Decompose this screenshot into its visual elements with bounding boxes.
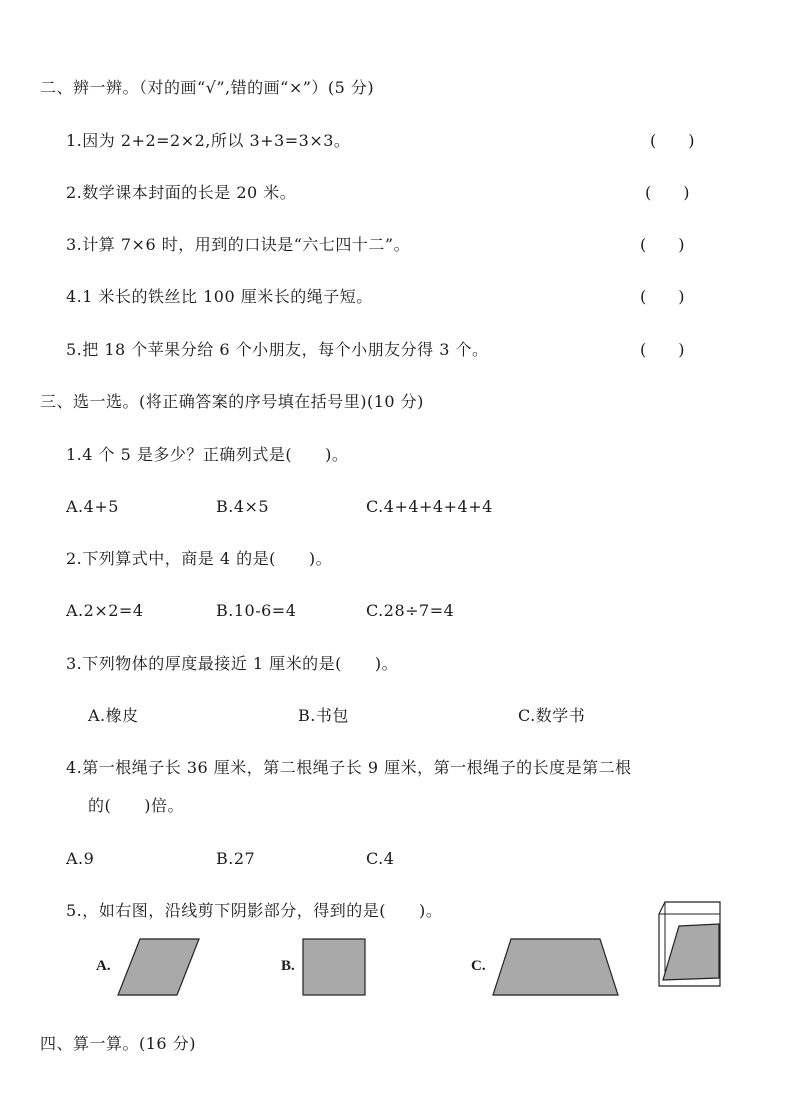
parallelogram-shape[interactable] — [118, 938, 200, 996]
s3-question-3: 3.下列物体的厚度最接近 1 厘米的是( )。 — [66, 654, 399, 673]
s2-question-5: 5.把 18 个苹果分给 6 个小朋友，每个小朋友分得 3 个。 — [66, 340, 489, 359]
s3-q3-option-b[interactable]: B.书包 — [298, 706, 349, 725]
s3-q5-option-a-label[interactable]: A. — [96, 958, 111, 974]
s3-q1-option-b[interactable]: B.4×5 — [216, 497, 270, 516]
s2-answer-blank-4[interactable]: ( ) — [640, 287, 685, 306]
s2-question-1: 1.因为 2+2=2×2,所以 3+3=3×3。 — [66, 131, 351, 150]
s3-q4-option-b[interactable]: B.27 — [216, 849, 256, 868]
s2-question-4: 4.1 米长的铁丝比 100 厘米长的绳子短。 — [66, 287, 373, 306]
trapezoid-shape[interactable] — [493, 938, 619, 996]
section-3-title: 三、选一选。(将正确答案的序号填在括号里)(10 分) — [40, 392, 424, 411]
s3-q5-option-b-label[interactable]: B. — [281, 958, 295, 974]
s3-question-4-line1: 4.第一根绳子长 36 厘米，第二根绳子长 9 厘米，第一根绳子的长度是第二根 — [66, 758, 632, 777]
section-4-title: 四、算一算。(16 分) — [40, 1034, 196, 1053]
s2-answer-blank-2[interactable]: ( ) — [645, 183, 690, 202]
square-shape[interactable] — [302, 938, 366, 996]
s3-q1-option-c[interactable]: C.4+4+4+4+4 — [366, 497, 493, 516]
s3-q1-option-a[interactable]: A.4+5 — [66, 497, 119, 516]
section-2-title: 二、辨一辨。（对的画“√”,错的画“×”）(5 分) — [40, 78, 375, 97]
s3-q5-option-c-label[interactable]: C. — [471, 958, 486, 974]
s3-q4-option-a[interactable]: A.9 — [66, 849, 95, 868]
s3-question-5: 5.，如右图，沿线剪下阴影部分，得到的是( )。 — [66, 901, 443, 920]
s3-question-2: 2.下列算式中，商是 4 的是( )。 — [66, 549, 333, 568]
s3-q3-option-c[interactable]: C.数学书 — [518, 706, 586, 725]
s3-question-4-line2: 的( )倍。 — [88, 796, 184, 815]
s2-answer-blank-3[interactable]: ( ) — [640, 235, 685, 254]
s3-q3-option-a[interactable]: A.橡皮 — [88, 706, 139, 725]
s3-question-1: 1.4 个 5 是多少？正确列式是( )。 — [66, 445, 349, 464]
s3-q2-option-c[interactable]: C.28÷7=4 — [366, 601, 455, 620]
folded-paper-figure — [657, 900, 723, 988]
s3-q2-option-a[interactable]: A.2×2=4 — [66, 601, 144, 620]
s3-q4-option-c[interactable]: C.4 — [366, 849, 395, 868]
s2-question-3: 3.计算 7×6 时，用到的口诀是“六七四十二”。 — [66, 235, 411, 254]
s2-question-2: 2.数学课本封面的长是 20 米。 — [66, 183, 297, 202]
s3-q2-option-b[interactable]: B.10-6=4 — [216, 601, 297, 620]
s2-answer-blank-5[interactable]: ( ) — [640, 340, 685, 359]
s2-answer-blank-1[interactable]: ( ) — [650, 131, 695, 150]
